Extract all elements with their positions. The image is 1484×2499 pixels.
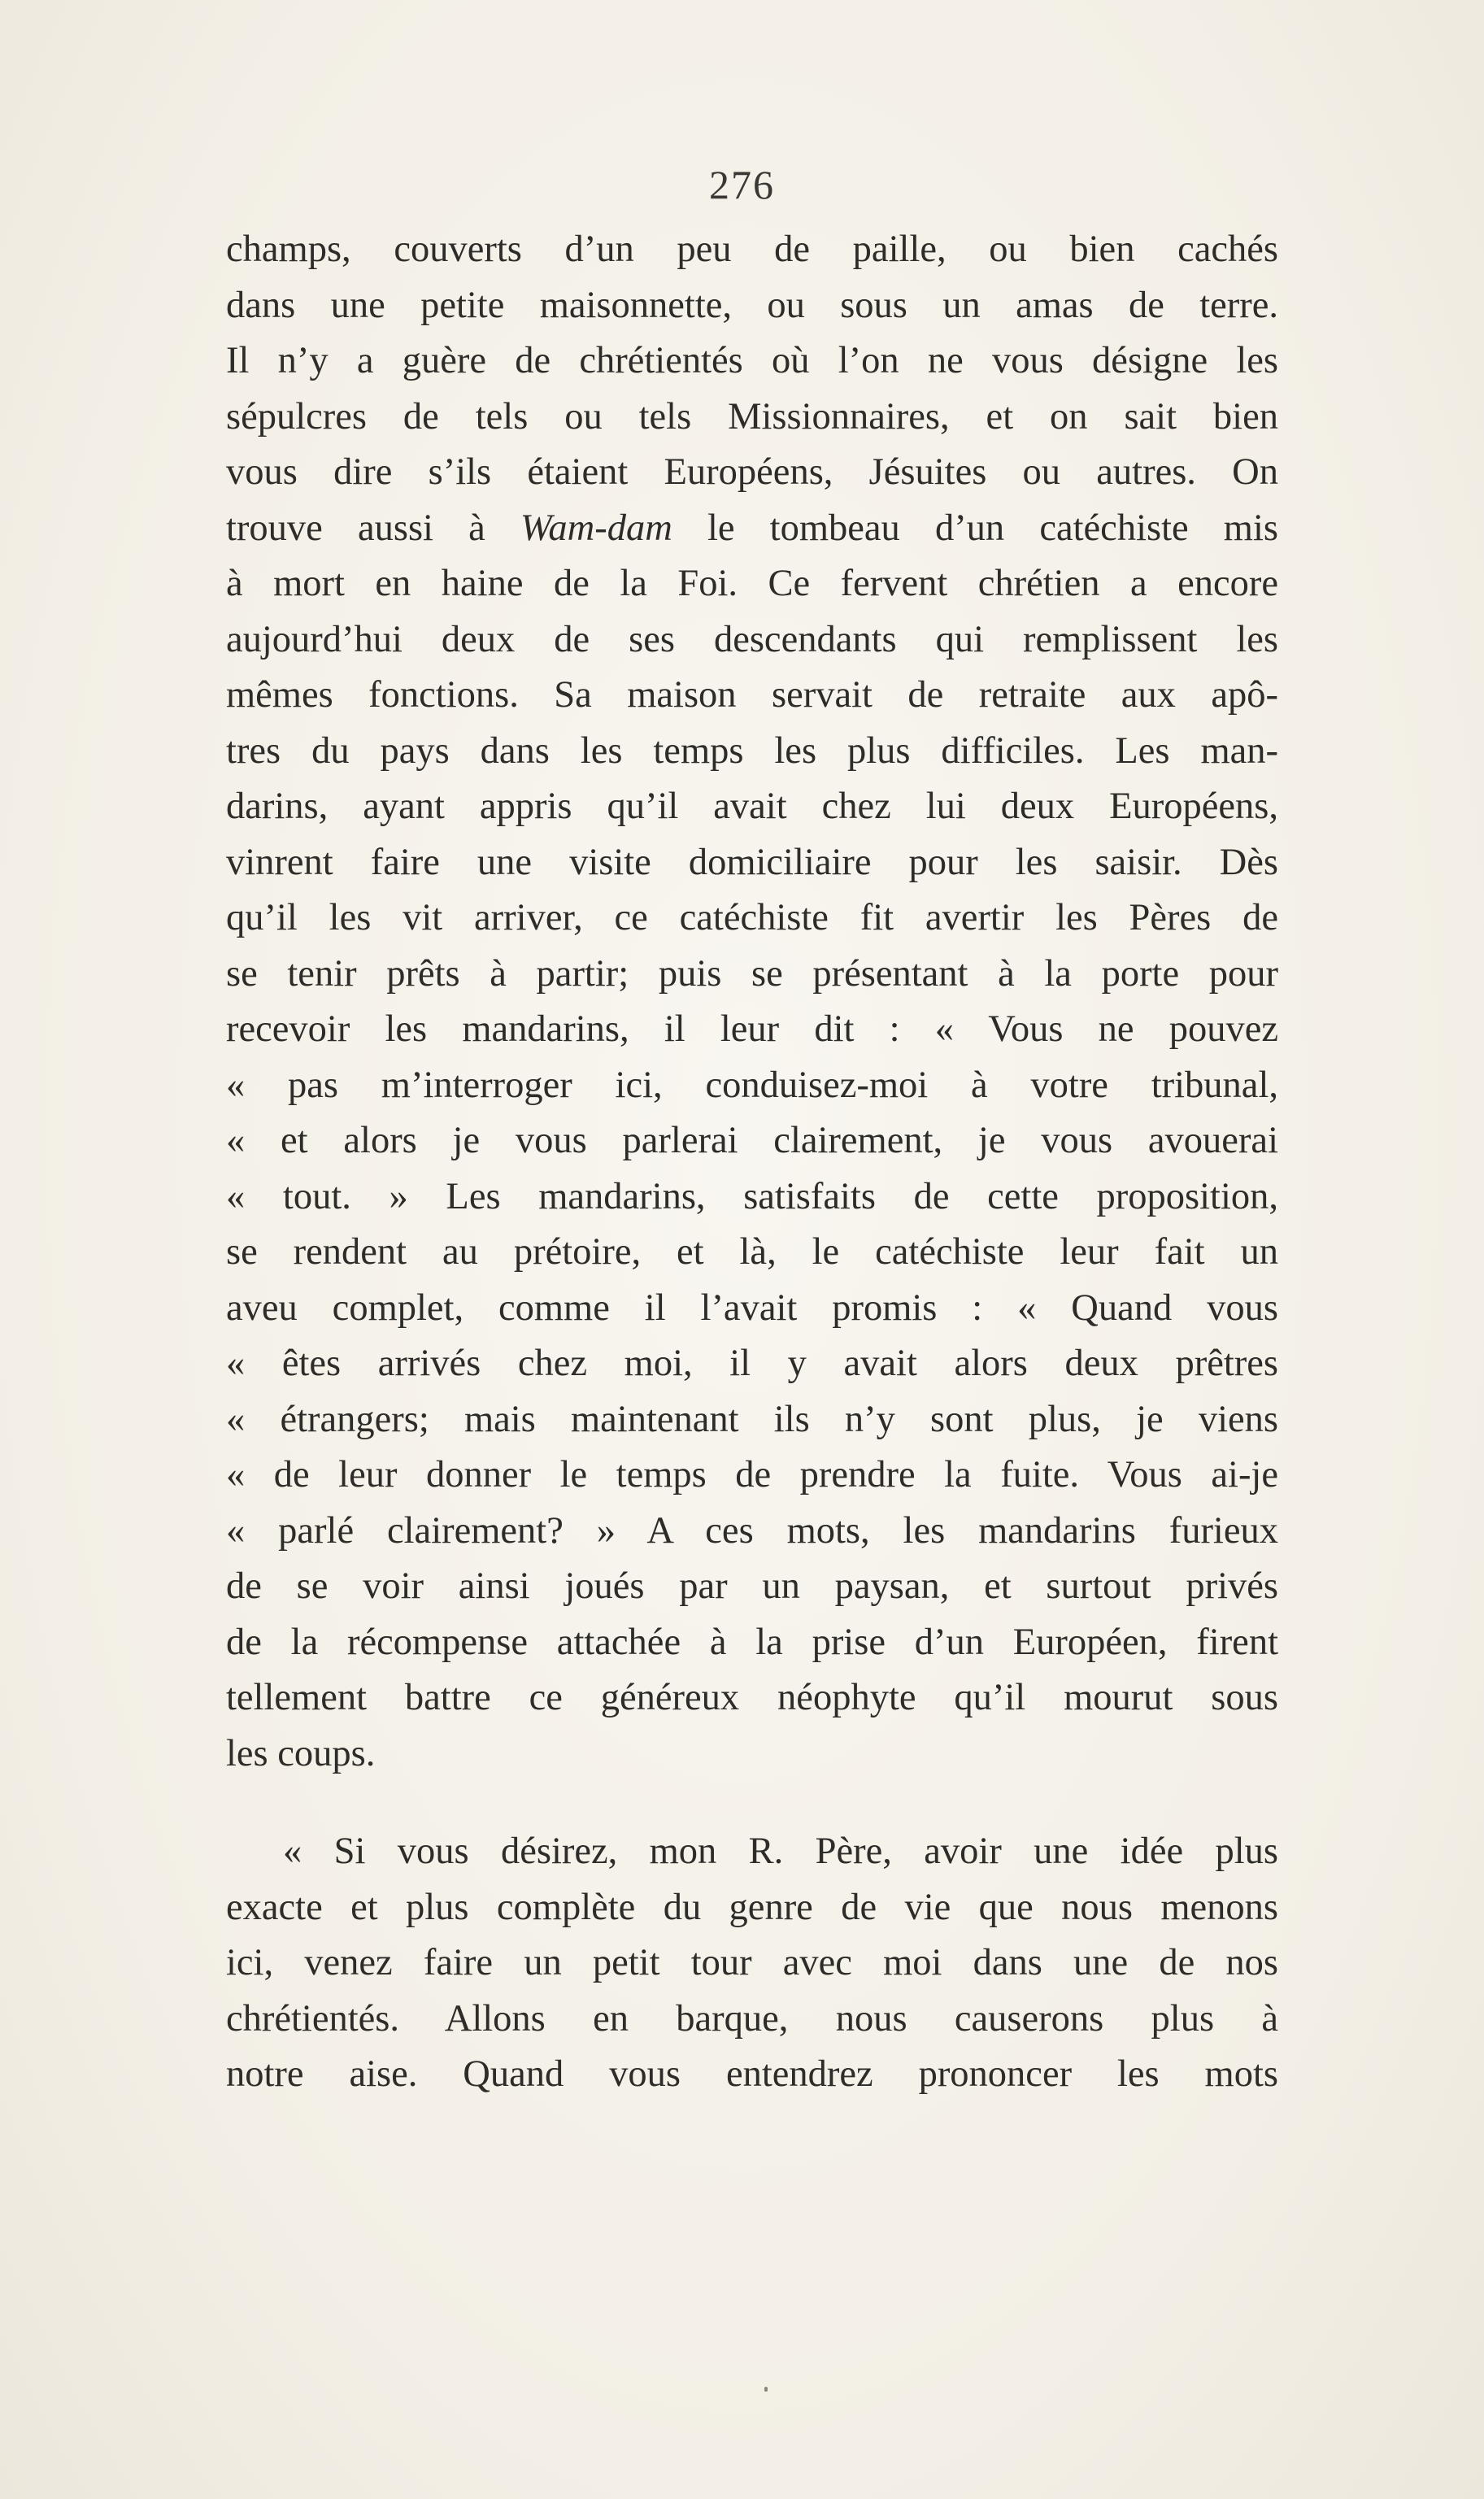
text-line: ici, venez faire un petit tour avec moi dans une de nos <box>226 1942 1278 1983</box>
text-line: tres du pays dans les temps les plus difficiles. Les man- <box>226 729 1278 772</box>
text-line: « parlé clairement? » A ces mots, les mandarins furieux <box>226 1509 1278 1552</box>
text-line: exacte et plus complète du genre de vie que nous menons <box>226 1886 1278 1928</box>
text-line: recevoir les mandarins, il leur dit : « Vous ne pouvez <box>226 1008 1278 1050</box>
text-line: qu’il les vit arriver, ce catéchiste fit avertir les Pères de <box>226 897 1278 938</box>
text-line: chrétientés. Allons en barque, nous causerons plus à <box>226 1997 1278 2040</box>
text-line: les coups. <box>226 1732 376 1774</box>
text-line: vous dire s’ils étaient Européens, Jésuites ou autres. On <box>226 451 1278 493</box>
text-line: de la récompense attachée à la prise d’un Européen, firent <box>226 1621 1278 1663</box>
text-line: « êtes arrivés chez moi, il y avait alors deux prêtres <box>226 1343 1278 1384</box>
text-line: sépulcres de tels ou tels Missionnaires, et on sait bien <box>226 395 1278 438</box>
body-text <box>226 222 1278 2103</box>
text-line: aujourd’hui deux de ses descendants qui remplissent les <box>226 618 1278 660</box>
text-line: se tenir prêts à partir; puis se présentant à la porte pour <box>226 952 1278 995</box>
text-line: tellement battre ce généreux néophyte qu’il mourut sous <box>226 1677 1278 1718</box>
text-segment: le tombeau d’un catéchiste mis <box>672 507 1278 549</box>
paragraph-gap <box>226 1782 1278 1824</box>
paper-speck <box>764 2387 768 2392</box>
text-line: dans une petite maisonnette, ou sous un amas de terre. <box>226 284 1278 326</box>
text-line: « tout. » Les mandarins, satisfaits de cette proposition, <box>226 1175 1278 1217</box>
text-line: « et alors je vous parlerai clairement, je vous avouerai <box>226 1120 1278 1161</box>
text-line: se rendent au prétoire, et là, le catéchiste leur fait un <box>226 1231 1278 1273</box>
text-line: « étrangers; mais maintenant ils n’y sont plus, je viens <box>226 1398 1278 1440</box>
text-line: « Si vous désirez, mon R. Père, avoir une idée plus <box>283 1831 1278 1872</box>
text-line: aveu complet, comme il l’avait promis : « Quand vous <box>226 1287 1278 1329</box>
text-line: mêmes fonctions. Sa maison servait de retraite aux apô- <box>226 674 1278 716</box>
text-line: vinrent faire une visite domiciliaire pour les saisir. Dès <box>226 841 1278 883</box>
text-line: Il n’y a guère de chrétientés où l’on ne vous désigne les <box>226 340 1278 381</box>
text-line: de se voir ainsi joués par un paysan, et surtout privés <box>226 1565 1278 1607</box>
text-segment: trouve aussi à <box>226 507 520 549</box>
text-line <box>226 501 1278 557</box>
text-line: darins, ayant appris qu’il avait chez lui deux Européens, <box>226 786 1278 827</box>
page-number: 276 <box>709 162 775 207</box>
text-line: champs, couverts d’un peu de paille, ou bien cachés <box>226 229 1278 270</box>
text-line: « de leur donner le temps de prendre la fuite. Vous ai-je <box>226 1454 1278 1495</box>
text-line: « pas m’interroger ici, conduisez-moi à votre tribunal, <box>226 1064 1278 1106</box>
text-line: notre aise. Quand vous entendrez prononcer les mots <box>226 2053 1278 2095</box>
place-name-italic: Wam-dam <box>520 507 672 549</box>
text-line: à mort en haine de la Foi. Ce fervent chrétien a encore <box>226 563 1278 604</box>
